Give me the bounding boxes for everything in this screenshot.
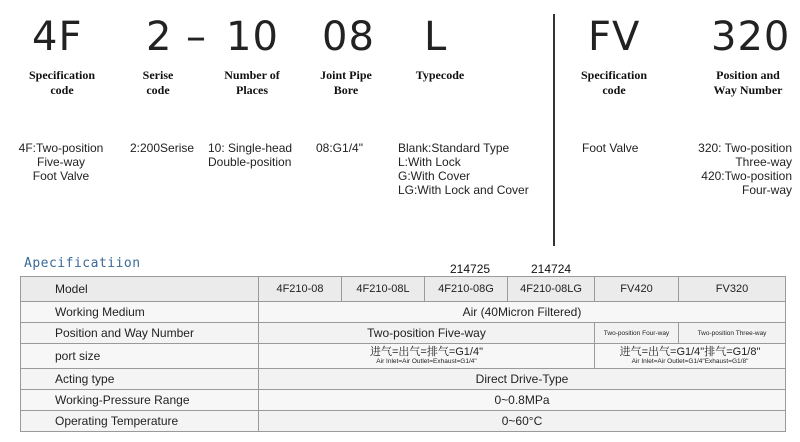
code-fv-spec: FV: [588, 14, 641, 60]
row-label-model: Model: [21, 277, 259, 302]
table-row: [21, 390, 786, 411]
header-spec: Specification code: [29, 68, 95, 97]
row-label-port: port size: [21, 344, 259, 369]
desc-bore: 08:G1/4": [316, 141, 363, 155]
position-fv420: Two-position Four-way: [595, 323, 679, 344]
port-value-a: [259, 344, 595, 369]
desc-position: 320: Two-position Three-way 420:Two-position Four-way: [698, 141, 792, 197]
port-cn-a: 进气=出气=排气=G1/4": [369, 346, 484, 358]
table-row: [21, 411, 786, 432]
code-series: 2: [146, 14, 173, 60]
code-number: 10: [226, 14, 279, 60]
table-row: [21, 302, 786, 323]
acting-value: Direct Drive-Type: [259, 369, 786, 390]
row-label-acting: Acting type: [21, 369, 259, 390]
header-bore: Joint Pipe Bore: [320, 68, 372, 97]
part-number-a: 214725: [450, 262, 491, 276]
header-type: Typecode: [415, 68, 465, 82]
position-fv320: Two-position Three-way: [679, 323, 786, 344]
model-cell: FV420: [595, 277, 679, 302]
table-row: [21, 344, 786, 369]
model-cell: 4F210-08G: [425, 277, 508, 302]
table-row: [21, 369, 786, 390]
model-cell: 4F210-08: [259, 277, 342, 302]
desc-spec: 4F:Two-position Five-way Foot Valve: [18, 141, 104, 183]
code-type: L: [424, 14, 448, 60]
position-value: Two-position Five-way: [259, 323, 595, 344]
desc-type: Blank:Standard Type L:With Lock G:With Cover LG:With Lock and Cover: [398, 141, 529, 197]
header-position: Position and Way Number: [713, 68, 783, 97]
pressure-value: 0~0.8MPa: [259, 390, 786, 411]
desc-number: 10: Single-head Double-position: [208, 141, 293, 169]
port-value-b: [595, 344, 786, 369]
medium-value: Air (40Micron Filtered): [259, 302, 786, 323]
port-en-b: Air Inlet=Air Outlet=G1/4"Exhaust=G1/8": [631, 358, 749, 365]
model-cell: 4F210-08LG: [508, 277, 595, 302]
model-cell: 4F210-08L: [342, 277, 425, 302]
row-label-position: Position and Way Number: [21, 323, 259, 344]
desc-fv-spec: Foot Valve: [582, 141, 639, 155]
code-bore: 08: [322, 14, 375, 60]
specification-title: Apecificatiion: [24, 256, 141, 271]
row-label-temperature: Operating Temperature: [21, 411, 259, 432]
port-cn-b: 进气=出气=G1/4"排气=G1/8": [619, 346, 761, 358]
code-spec: 4F: [32, 14, 83, 60]
divider-line: [553, 14, 555, 246]
row-label-medium: Working Medium: [21, 302, 259, 323]
temperature-value: 0~60°C: [259, 411, 786, 432]
table-row: [21, 323, 786, 344]
model-cell: FV320: [679, 277, 786, 302]
code-dash: –: [186, 14, 207, 60]
specification-table: [20, 276, 786, 432]
table-row: [21, 277, 786, 302]
header-fv-spec: Specification code: [581, 68, 647, 97]
part-number-b: 214724: [531, 262, 572, 276]
header-number: Number of Places: [224, 68, 280, 97]
code-position: 320: [711, 14, 791, 60]
port-en-a: Air Inlet=Air Outlet=Exhaust=G1/4": [376, 358, 477, 365]
header-series: Serise code: [142, 68, 174, 97]
desc-series: 2:200Serise: [130, 141, 195, 155]
row-label-pressure: Working-Pressure Range: [21, 390, 259, 411]
